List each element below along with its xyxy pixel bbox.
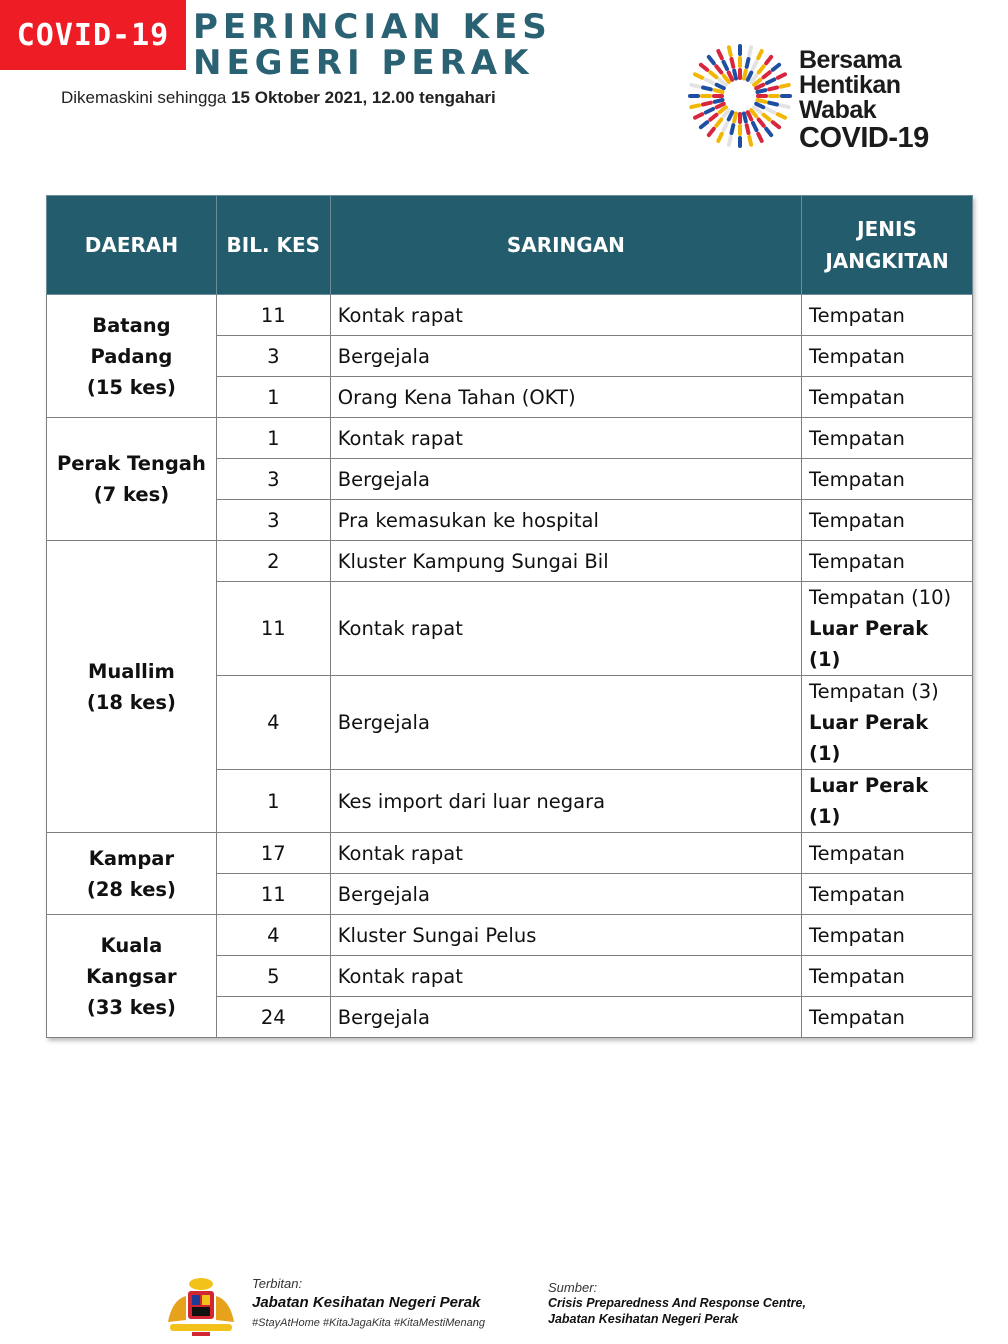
logo-line4: COVID-19	[799, 122, 929, 154]
header-bil-kes: BIL. KES	[216, 196, 330, 295]
infection-type-local: Tempatan	[809, 385, 905, 409]
screening-type: Kontak rapat	[330, 582, 801, 676]
case-count: 3	[216, 336, 330, 377]
screening-type: Orang Kena Tahan (OKT)	[330, 377, 801, 418]
update-timestamp	[61, 88, 496, 108]
infection-type-cell	[802, 582, 973, 676]
district-name: Batang Padang	[90, 313, 173, 368]
screening-type: Bergejala	[330, 676, 801, 770]
infection-type-outside: Luar Perak (1)	[809, 774, 929, 828]
district-name: Perak Tengah	[56, 452, 206, 475]
infection-type-local: Tempatan	[809, 841, 905, 865]
district-cell	[47, 833, 217, 915]
header-jenis-jangkitan: JENIS JANGKITAN	[802, 196, 973, 295]
case-count: 11	[216, 582, 330, 676]
district-name: Muallim	[88, 659, 175, 683]
screening-type: Bergejala	[330, 459, 801, 500]
screening-type: Pra kemasukan ke hospital	[330, 500, 801, 541]
infection-type-local: Tempatan	[809, 882, 905, 906]
infection-type-local: Tempatan	[809, 426, 905, 450]
case-table	[46, 195, 973, 1038]
infection-type-cell	[802, 500, 973, 541]
infection-type-cell	[802, 541, 973, 582]
case-count: 11	[216, 874, 330, 915]
updated-prefix: Dikemaskini sehingga	[61, 88, 232, 107]
infection-type-cell	[802, 676, 973, 770]
case-count: 4	[216, 915, 330, 956]
screening-type: Kontak rapat	[330, 956, 801, 997]
publisher-name: Jabatan Kesihatan Negeri Perak	[252, 1294, 481, 1311]
case-count: 24	[216, 997, 330, 1038]
infection-type-cell	[802, 833, 973, 874]
infection-type-cell	[802, 915, 973, 956]
infection-type-local: Tempatan	[809, 303, 905, 327]
source-line1: Crisis Preparedness And Response Centre,	[548, 1296, 806, 1310]
infection-type-cell	[802, 770, 973, 833]
case-count: 3	[216, 500, 330, 541]
screening-type: Kontak rapat	[330, 833, 801, 874]
district-name: Kampar	[88, 846, 175, 870]
district-name: Kuala Kangsar	[86, 933, 177, 988]
infection-type-cell	[802, 295, 973, 336]
screening-type: Kontak rapat	[330, 418, 801, 459]
table-row	[47, 833, 973, 874]
district-cell	[47, 418, 217, 541]
case-count: 1	[216, 770, 330, 833]
case-count: 3	[216, 459, 330, 500]
screening-type: Kluster Sungai Pelus	[330, 915, 801, 956]
header-saringan: SARINGAN	[330, 196, 801, 295]
infection-type-local: Tempatan	[809, 923, 905, 947]
infection-type-outside: Luar Perak (1)	[809, 711, 929, 765]
table-row	[47, 915, 973, 956]
infection-type-local: Tempatan (3)	[809, 680, 939, 703]
logo-line2: Hentikan	[799, 71, 901, 99]
screening-type: Kes import dari luar negara	[330, 770, 801, 833]
district-total: (15 kes)	[86, 375, 176, 399]
infection-type-local: Tempatan (10)	[809, 586, 952, 609]
publisher-block	[252, 1276, 485, 1329]
case-count: 4	[216, 676, 330, 770]
page-title-line1: PERINCIAN KES	[193, 7, 552, 47]
screening-type: Kontak rapat	[330, 295, 801, 336]
infection-type-local: Tempatan	[809, 508, 905, 532]
campaign-logo	[684, 40, 954, 155]
case-count: 2	[216, 541, 330, 582]
table-header-row	[47, 196, 973, 295]
infection-type-cell	[802, 956, 973, 997]
infection-type-cell	[802, 336, 973, 377]
screening-type: Kluster Kampung Sungai Bil	[330, 541, 801, 582]
infection-type-cell	[802, 418, 973, 459]
updated-date: 15 Oktober 2021, 12.00 tengahari	[231, 88, 496, 107]
publisher-label: Terbitan:	[252, 1276, 303, 1291]
table-row	[47, 418, 973, 459]
covid-badge: COVID-19	[0, 0, 186, 70]
infection-type-local: Tempatan	[809, 344, 905, 368]
sunburst-icon	[684, 40, 796, 152]
table-row	[47, 295, 973, 336]
source-line2: Jabatan Kesihatan Negeri Perak	[548, 1312, 739, 1326]
district-total: (33 kes)	[86, 995, 176, 1019]
infection-type-outside: Luar Perak (1)	[809, 617, 929, 671]
infection-type-local: Tempatan	[809, 964, 905, 988]
table-row	[47, 541, 973, 582]
screening-type: Bergejala	[330, 874, 801, 915]
source-block	[548, 1280, 806, 1327]
case-count: 11	[216, 295, 330, 336]
screening-type: Bergejala	[330, 997, 801, 1038]
logo-line1: Bersama	[799, 46, 902, 74]
screening-type: Bergejala	[330, 336, 801, 377]
page-title-line2: NEGERI PERAK	[193, 43, 534, 83]
district-total: (28 kes)	[86, 877, 176, 901]
case-count: 1	[216, 418, 330, 459]
district-cell	[47, 915, 217, 1038]
infection-type-cell	[802, 997, 973, 1038]
coat-of-arms-icon	[162, 1276, 240, 1338]
district-total: (7 kes)	[93, 483, 170, 506]
infection-type-local: Tempatan	[809, 1005, 905, 1029]
infection-type-local: Tempatan	[809, 549, 905, 573]
case-count: 1	[216, 377, 330, 418]
logo-line3: Wabak	[799, 96, 877, 124]
infection-type-cell	[802, 459, 973, 500]
infection-type-local: Tempatan	[809, 467, 905, 491]
district-total: (18 kes)	[86, 690, 176, 714]
district-cell	[47, 541, 217, 833]
table-body	[47, 295, 973, 1038]
case-count: 17	[216, 833, 330, 874]
hashtags: #StayAtHome #KitaJagaKita #KitaMestiMenang	[252, 1317, 485, 1329]
infection-type-cell	[802, 377, 973, 418]
infection-type-cell	[802, 874, 973, 915]
header-daerah: DAERAH	[47, 196, 217, 295]
source-label: Sumber:	[548, 1280, 598, 1295]
district-cell	[47, 295, 217, 418]
case-count: 5	[216, 956, 330, 997]
